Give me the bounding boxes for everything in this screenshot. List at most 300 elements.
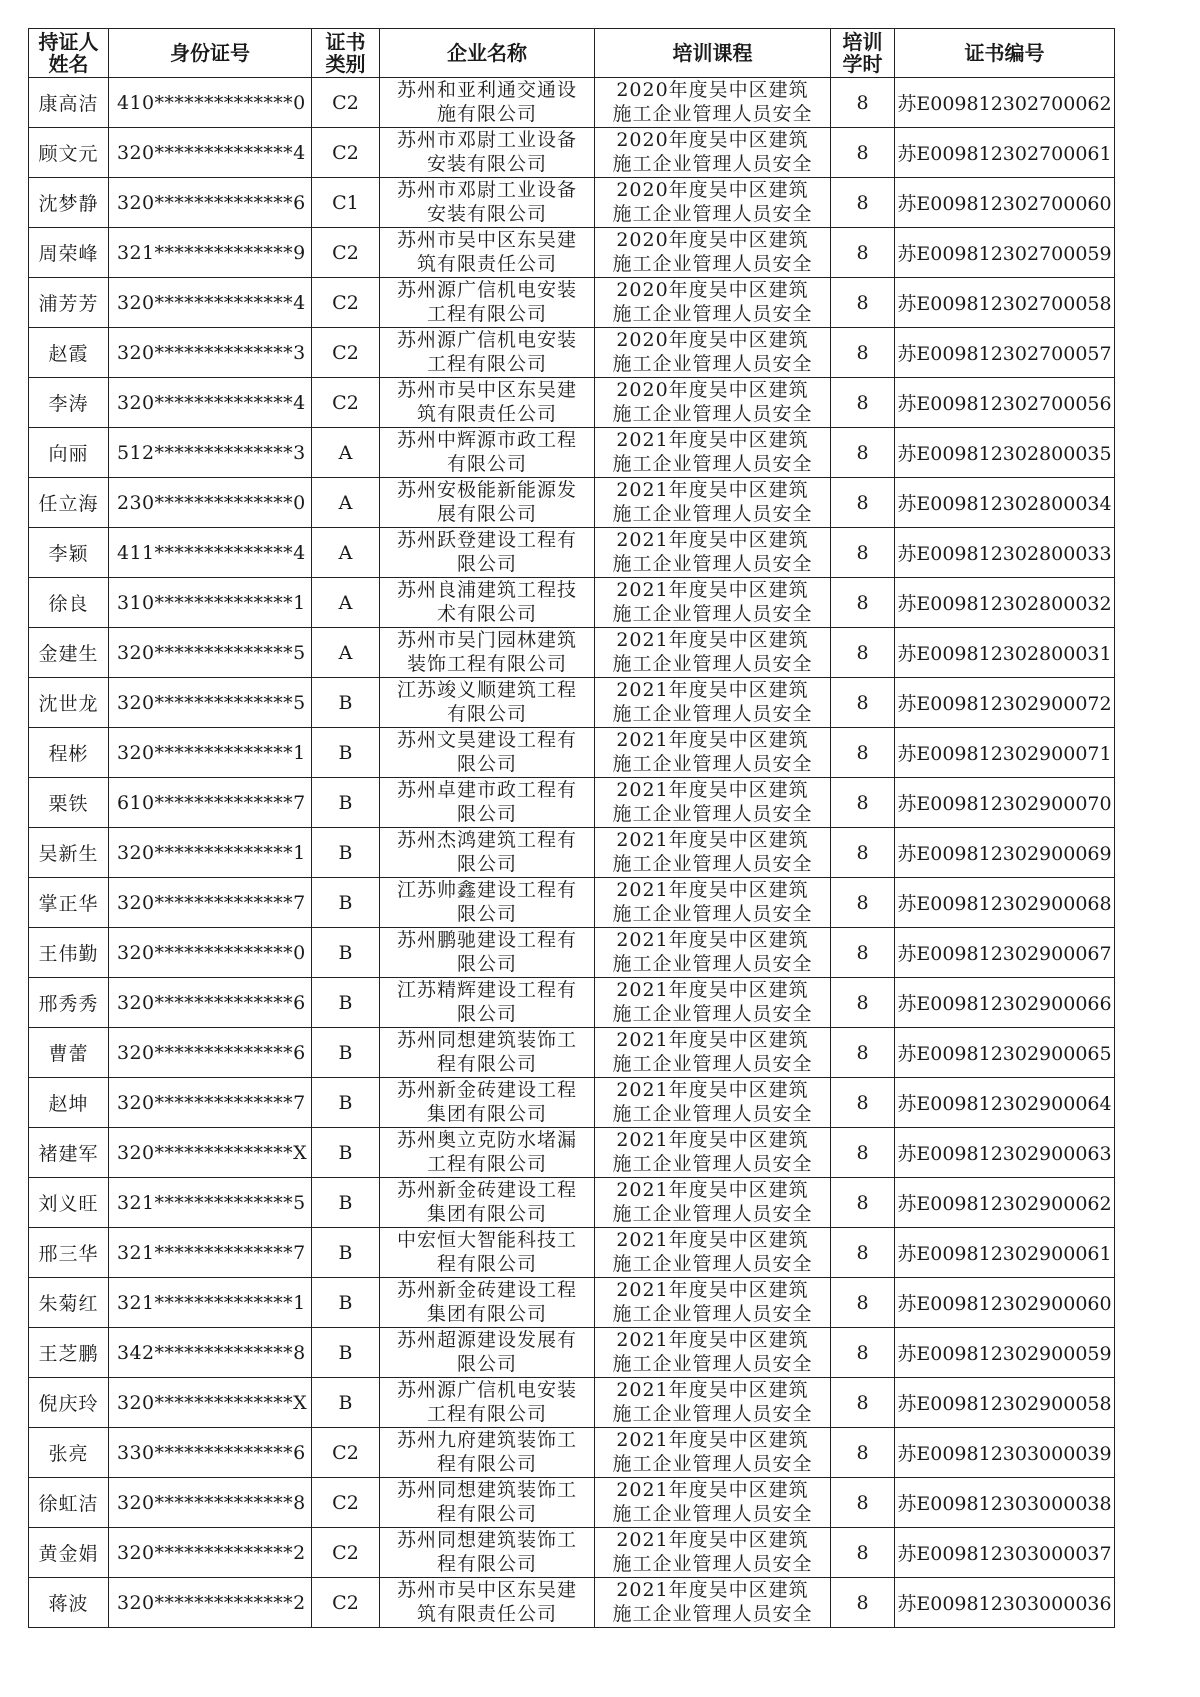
company-cell	[380, 828, 595, 878]
table-row	[29, 678, 1115, 728]
table-row	[29, 1278, 1115, 1328]
company-cell	[380, 278, 595, 328]
holder-name-cell: 李涛	[29, 378, 109, 428]
cert-number-cell: 苏E009812302700059	[895, 228, 1115, 278]
id-number-cell: 320**************1	[109, 828, 312, 878]
holder-name-cell: 向丽	[29, 428, 109, 478]
cert-number-cell: 苏E009812302900065	[895, 1028, 1115, 1078]
cert-type-cell: B	[312, 678, 380, 728]
course-cell	[595, 78, 831, 128]
company-cell-text: 苏州安极能新能源发展有限公司	[396, 479, 577, 525]
cert-type-cell: B	[312, 1178, 380, 1228]
header-company: 企业名称	[380, 29, 595, 78]
hours-cell: 8	[831, 428, 895, 478]
holder-name-cell: 王伟勤	[29, 928, 109, 978]
hours-cell: 8	[831, 1378, 895, 1428]
table-row	[29, 628, 1115, 678]
hours-cell: 8	[831, 228, 895, 278]
company-cell-text: 苏州新金砖建设工程集团有限公司	[396, 1079, 577, 1125]
course-cell-text: 2021年度吴中区建筑施工企业管理人员安全	[612, 879, 813, 925]
holder-name-cell: 徐良	[29, 578, 109, 628]
table-row	[29, 78, 1115, 128]
cert-number-cell: 苏E009812302900071	[895, 728, 1115, 778]
holder-name-cell: 栗铁	[29, 778, 109, 828]
course-cell	[595, 128, 831, 178]
course-cell-text: 2021年度吴中区建筑施工企业管理人员安全	[612, 1229, 813, 1275]
table-row	[29, 528, 1115, 578]
company-cell	[380, 928, 595, 978]
course-cell-text: 2021年度吴中区建筑施工企业管理人员安全	[612, 1429, 813, 1475]
holder-name-cell: 周荣峰	[29, 228, 109, 278]
cert-number-cell: 苏E009812303000038	[895, 1478, 1115, 1528]
company-cell	[380, 228, 595, 278]
hours-cell: 8	[831, 1528, 895, 1578]
cert-type-cell: A	[312, 528, 380, 578]
cert-number-cell: 苏E009812302700062	[895, 78, 1115, 128]
company-cell	[380, 78, 595, 128]
cert-number-cell: 苏E009812302900062	[895, 1178, 1115, 1228]
cert-number-cell: 苏E009812302900061	[895, 1228, 1115, 1278]
table-row	[29, 1378, 1115, 1428]
company-cell	[380, 878, 595, 928]
company-cell	[380, 778, 595, 828]
course-cell	[595, 1078, 831, 1128]
course-cell	[595, 1578, 831, 1628]
cert-number-cell: 苏E009812303000036	[895, 1578, 1115, 1628]
cert-type-cell: B	[312, 928, 380, 978]
company-cell-text: 苏州杰鸿建筑工程有限公司	[396, 829, 577, 875]
id-number-cell: 321**************9	[109, 228, 312, 278]
id-number-cell: 320**************4	[109, 378, 312, 428]
hours-cell: 8	[831, 1278, 895, 1328]
holder-name-cell: 刘义旺	[29, 1178, 109, 1228]
cert-type-cell: B	[312, 828, 380, 878]
holder-name-cell: 康高洁	[29, 78, 109, 128]
cert-number-cell: 苏E009812302700056	[895, 378, 1115, 428]
company-cell-text: 苏州卓建市政工程有限公司	[396, 779, 577, 825]
id-number-cell: 320**************2	[109, 1578, 312, 1628]
company-cell-text: 苏州同想建筑装饰工程有限公司	[396, 1029, 577, 1075]
course-cell	[595, 478, 831, 528]
table-row	[29, 1028, 1115, 1078]
id-number-cell: 320**************6	[109, 1028, 312, 1078]
cert-number-cell: 苏E009812303000039	[895, 1428, 1115, 1478]
hours-cell: 8	[831, 478, 895, 528]
company-cell	[380, 978, 595, 1028]
course-cell-text: 2021年度吴中区建筑施工企业管理人员安全	[612, 1029, 813, 1075]
cert-type-cell: C2	[312, 1478, 380, 1528]
cert-number-cell: 苏E009812302900070	[895, 778, 1115, 828]
course-cell-text: 2020年度吴中区建筑施工企业管理人员安全	[612, 179, 813, 225]
course-cell-text: 2021年度吴中区建筑施工企业管理人员安全	[612, 1479, 813, 1525]
id-number-cell: 320**************X	[109, 1128, 312, 1178]
holder-name-cell: 褚建军	[29, 1128, 109, 1178]
company-cell	[380, 378, 595, 428]
course-cell-text: 2021年度吴中区建筑施工企业管理人员安全	[612, 1279, 813, 1325]
table-row	[29, 1428, 1115, 1478]
course-cell	[595, 828, 831, 878]
course-cell-text: 2021年度吴中区建筑施工企业管理人员安全	[612, 479, 813, 525]
hours-cell: 8	[831, 978, 895, 1028]
company-cell-text: 苏州市邓尉工业设备安装有限公司	[396, 179, 577, 225]
company-cell	[380, 1478, 595, 1528]
table-body	[29, 78, 1115, 1628]
course-cell-text: 2021年度吴中区建筑施工企业管理人员安全	[612, 1129, 813, 1175]
table-row	[29, 478, 1115, 528]
id-number-cell: 330**************6	[109, 1428, 312, 1478]
table-row	[29, 1078, 1115, 1128]
company-cell	[380, 1528, 595, 1578]
table-row	[29, 178, 1115, 228]
cert-type-cell: C2	[312, 1428, 380, 1478]
course-cell	[595, 1328, 831, 1378]
cert-number-cell: 苏E009812302900058	[895, 1378, 1115, 1428]
holder-name-cell: 掌正华	[29, 878, 109, 928]
cert-number-cell: 苏E009812302900063	[895, 1128, 1115, 1178]
company-cell-text: 苏州源广信机电安装工程有限公司	[396, 1379, 577, 1425]
company-cell-text: 江苏竣义顺建筑工程有限公司	[396, 679, 577, 725]
company-cell	[380, 1228, 595, 1278]
course-cell	[595, 1178, 831, 1228]
course-cell	[595, 278, 831, 328]
cert-number-cell: 苏E009812302800033	[895, 528, 1115, 578]
id-number-cell: 320**************5	[109, 628, 312, 678]
company-cell	[380, 528, 595, 578]
course-cell	[595, 1278, 831, 1328]
cert-type-cell: B	[312, 1378, 380, 1428]
company-cell-text: 苏州文昊建设工程有限公司	[396, 729, 577, 775]
table-row	[29, 278, 1115, 328]
header-cert-number: 证书编号	[895, 29, 1115, 78]
table-row	[29, 978, 1115, 1028]
hours-cell: 8	[831, 128, 895, 178]
id-number-cell: 320**************4	[109, 128, 312, 178]
course-cell-text: 2021年度吴中区建筑施工企业管理人员安全	[612, 679, 813, 725]
cert-type-cell: B	[312, 778, 380, 828]
cert-number-cell: 苏E009812302900069	[895, 828, 1115, 878]
cert-type-cell: B	[312, 1028, 380, 1078]
course-cell-text: 2020年度吴中区建筑施工企业管理人员安全	[612, 79, 813, 125]
holder-name-cell: 曹蕾	[29, 1028, 109, 1078]
id-number-cell: 342**************8	[109, 1328, 312, 1378]
hours-cell: 8	[831, 1428, 895, 1478]
hours-cell: 8	[831, 178, 895, 228]
id-number-cell: 512**************3	[109, 428, 312, 478]
cert-type-cell: C2	[312, 378, 380, 428]
table-row	[29, 328, 1115, 378]
course-cell	[595, 928, 831, 978]
table-row	[29, 828, 1115, 878]
company-cell-text: 苏州同想建筑装饰工程有限公司	[396, 1529, 577, 1575]
holder-name-cell: 朱菊红	[29, 1278, 109, 1328]
company-cell-text: 苏州超源建设发展有限公司	[396, 1329, 577, 1375]
id-number-cell: 610**************7	[109, 778, 312, 828]
course-cell-text: 2020年度吴中区建筑施工企业管理人员安全	[612, 279, 813, 325]
hours-cell: 8	[831, 528, 895, 578]
table-row	[29, 1578, 1115, 1628]
cert-type-cell: A	[312, 628, 380, 678]
id-number-cell: 320**************1	[109, 728, 312, 778]
id-number-cell: 320**************X	[109, 1378, 312, 1428]
company-cell-text: 苏州源广信机电安装工程有限公司	[396, 329, 577, 375]
company-cell	[380, 1078, 595, 1128]
course-cell-text: 2021年度吴中区建筑施工企业管理人员安全	[612, 779, 813, 825]
company-cell	[380, 578, 595, 628]
holder-name-cell: 吴新生	[29, 828, 109, 878]
cert-type-cell: C2	[312, 128, 380, 178]
id-number-cell: 230**************0	[109, 478, 312, 528]
hours-cell: 8	[831, 1178, 895, 1228]
id-number-cell: 320**************8	[109, 1478, 312, 1528]
cert-number-cell: 苏E009812302900068	[895, 878, 1115, 928]
id-number-cell: 410**************0	[109, 78, 312, 128]
company-cell-text: 苏州九府建筑装饰工程有限公司	[396, 1429, 577, 1475]
table-row	[29, 1228, 1115, 1278]
id-number-cell: 320**************2	[109, 1528, 312, 1578]
course-cell	[595, 1228, 831, 1278]
course-cell	[595, 1528, 831, 1578]
company-cell-text: 苏州同想建筑装饰工程有限公司	[396, 1479, 577, 1525]
company-cell-text: 苏州跃登建设工程有限公司	[396, 529, 577, 575]
table-row	[29, 728, 1115, 778]
hours-cell: 8	[831, 628, 895, 678]
cert-type-cell: A	[312, 578, 380, 628]
company-cell-text: 苏州市邓尉工业设备安装有限公司	[396, 129, 577, 175]
course-cell	[595, 878, 831, 928]
holder-name-cell: 徐虹洁	[29, 1478, 109, 1528]
course-cell	[595, 1128, 831, 1178]
holder-name-cell: 沈世龙	[29, 678, 109, 728]
table-row	[29, 128, 1115, 178]
course-cell	[595, 978, 831, 1028]
cert-type-cell: C2	[312, 228, 380, 278]
holder-name-cell: 黄金娟	[29, 1528, 109, 1578]
course-cell-text: 2021年度吴中区建筑施工企业管理人员安全	[612, 1079, 813, 1125]
company-cell-text: 江苏帅鑫建设工程有限公司	[396, 879, 577, 925]
company-cell-text: 苏州市吴中区东吴建筑有限责任公司	[396, 379, 577, 425]
cert-number-cell: 苏E009812302700060	[895, 178, 1115, 228]
table-row	[29, 228, 1115, 278]
hours-cell: 8	[831, 1478, 895, 1528]
course-cell	[595, 428, 831, 478]
cert-type-cell: C2	[312, 328, 380, 378]
cert-type-cell: A	[312, 428, 380, 478]
id-number-cell: 411**************4	[109, 528, 312, 578]
cert-number-cell: 苏E009812302900072	[895, 678, 1115, 728]
company-cell-text: 苏州市吴门园林建筑装饰工程有限公司	[396, 629, 577, 675]
company-cell	[380, 1378, 595, 1428]
course-cell	[595, 228, 831, 278]
course-cell-text: 2020年度吴中区建筑施工企业管理人员安全	[612, 379, 813, 425]
company-cell	[380, 1178, 595, 1228]
table-row	[29, 1128, 1115, 1178]
cert-number-cell: 苏E009812302700057	[895, 328, 1115, 378]
table-row	[29, 578, 1115, 628]
table-row	[29, 1178, 1115, 1228]
course-cell	[595, 1028, 831, 1078]
company-cell-text: 苏州良浦建筑工程技术有限公司	[396, 579, 577, 625]
hours-cell: 8	[831, 778, 895, 828]
cert-type-cell: B	[312, 1128, 380, 1178]
course-cell	[595, 1378, 831, 1428]
table-row	[29, 778, 1115, 828]
hours-cell: 8	[831, 1028, 895, 1078]
hours-cell: 8	[831, 1078, 895, 1128]
course-cell-text: 2021年度吴中区建筑施工企业管理人员安全	[612, 529, 813, 575]
company-cell	[380, 128, 595, 178]
course-cell-text: 2021年度吴中区建筑施工企业管理人员安全	[612, 729, 813, 775]
company-cell-text: 苏州和亚利通交通设施有限公司	[396, 79, 577, 125]
id-number-cell: 320**************0	[109, 928, 312, 978]
company-cell-text: 苏州奥立克防水堵漏工程有限公司	[396, 1129, 577, 1175]
header-cert-type: 证书 类别	[312, 29, 380, 78]
hours-cell: 8	[831, 278, 895, 328]
holder-name-cell: 赵霞	[29, 328, 109, 378]
header-row	[29, 29, 1115, 78]
certificate-table	[28, 28, 1115, 1628]
table-row	[29, 1328, 1115, 1378]
hours-cell: 8	[831, 1328, 895, 1378]
id-number-cell: 321**************7	[109, 1228, 312, 1278]
course-cell-text: 2021年度吴中区建筑施工企业管理人员安全	[612, 429, 813, 475]
cert-type-cell: C1	[312, 178, 380, 228]
course-cell	[595, 328, 831, 378]
company-cell	[380, 678, 595, 728]
company-cell	[380, 328, 595, 378]
cert-type-cell: B	[312, 978, 380, 1028]
id-number-cell: 320**************6	[109, 978, 312, 1028]
course-cell	[595, 628, 831, 678]
company-cell	[380, 428, 595, 478]
cert-number-cell: 苏E009812302900059	[895, 1328, 1115, 1378]
course-cell	[595, 1428, 831, 1478]
company-cell	[380, 1428, 595, 1478]
cert-number-cell: 苏E009812302900066	[895, 978, 1115, 1028]
id-number-cell: 321**************1	[109, 1278, 312, 1328]
id-number-cell: 310**************1	[109, 578, 312, 628]
header-hours: 培训 学时	[831, 29, 895, 78]
holder-name-cell: 倪庆玲	[29, 1378, 109, 1428]
company-cell-text: 中宏恒大智能科技工程有限公司	[396, 1229, 577, 1275]
id-number-cell: 320**************4	[109, 278, 312, 328]
hours-cell: 8	[831, 728, 895, 778]
company-cell-text: 苏州市吴中区东吴建筑有限责任公司	[396, 1579, 577, 1625]
company-cell-text: 苏州中辉源市政工程有限公司	[396, 429, 577, 475]
course-cell-text: 2021年度吴中区建筑施工企业管理人员安全	[612, 929, 813, 975]
hours-cell: 8	[831, 578, 895, 628]
cert-type-cell: B	[312, 1228, 380, 1278]
cert-type-cell: B	[312, 728, 380, 778]
hours-cell: 8	[831, 378, 895, 428]
cert-number-cell: 苏E009812302700061	[895, 128, 1115, 178]
company-cell	[380, 478, 595, 528]
holder-name-cell: 赵坤	[29, 1078, 109, 1128]
cert-number-cell: 苏E009812302800035	[895, 428, 1115, 478]
course-cell-text: 2020年度吴中区建筑施工企业管理人员安全	[612, 129, 813, 175]
company-cell	[380, 1278, 595, 1328]
hours-cell: 8	[831, 678, 895, 728]
cert-number-cell: 苏E009812302900060	[895, 1278, 1115, 1328]
course-cell-text: 2020年度吴中区建筑施工企业管理人员安全	[612, 329, 813, 375]
header-id-number: 身份证号	[109, 29, 312, 78]
cert-number-cell: 苏E009812302700058	[895, 278, 1115, 328]
table-row	[29, 878, 1115, 928]
holder-name-cell: 沈梦静	[29, 178, 109, 228]
course-cell	[595, 1478, 831, 1528]
table-row	[29, 1528, 1115, 1578]
course-cell	[595, 578, 831, 628]
course-cell-text: 2020年度吴中区建筑施工企业管理人员安全	[612, 229, 813, 275]
cert-type-cell: C2	[312, 1528, 380, 1578]
hours-cell: 8	[831, 1228, 895, 1278]
hours-cell: 8	[831, 928, 895, 978]
holder-name-cell: 李颖	[29, 528, 109, 578]
holder-name-cell: 张亮	[29, 1428, 109, 1478]
course-cell-text: 2021年度吴中区建筑施工企业管理人员安全	[612, 979, 813, 1025]
cert-number-cell: 苏E009812302800034	[895, 478, 1115, 528]
table-row	[29, 378, 1115, 428]
cert-number-cell: 苏E009812302800031	[895, 628, 1115, 678]
company-cell	[380, 728, 595, 778]
cert-type-cell: C2	[312, 78, 380, 128]
holder-name-cell: 程彬	[29, 728, 109, 778]
cert-number-cell: 苏E009812303000037	[895, 1528, 1115, 1578]
company-cell	[380, 1128, 595, 1178]
course-cell-text: 2021年度吴中区建筑施工企业管理人员安全	[612, 1179, 813, 1225]
course-cell	[595, 178, 831, 228]
id-number-cell: 320**************6	[109, 178, 312, 228]
company-cell	[380, 628, 595, 678]
course-cell-text: 2021年度吴中区建筑施工企业管理人员安全	[612, 1379, 813, 1425]
table-row	[29, 428, 1115, 478]
cert-type-cell: C2	[312, 1578, 380, 1628]
cert-number-cell: 苏E009812302900064	[895, 1078, 1115, 1128]
course-cell	[595, 528, 831, 578]
cert-type-cell: B	[312, 1278, 380, 1328]
holder-name-cell: 邢三华	[29, 1228, 109, 1278]
company-cell-text: 江苏精辉建设工程有限公司	[396, 979, 577, 1025]
table-row	[29, 928, 1115, 978]
id-number-cell: 320**************7	[109, 1078, 312, 1128]
course-cell-text: 2021年度吴中区建筑施工企业管理人员安全	[612, 829, 813, 875]
holder-name-cell: 邢秀秀	[29, 978, 109, 1028]
holder-name-cell: 蒋波	[29, 1578, 109, 1628]
company-cell-text: 苏州市吴中区东吴建筑有限责任公司	[396, 229, 577, 275]
company-cell	[380, 1028, 595, 1078]
holder-name-cell: 王芝鹏	[29, 1328, 109, 1378]
company-cell-text: 苏州鹏驰建设工程有限公司	[396, 929, 577, 975]
cert-type-cell: B	[312, 1078, 380, 1128]
course-cell-text: 2021年度吴中区建筑施工企业管理人员安全	[612, 1329, 813, 1375]
id-number-cell: 321**************5	[109, 1178, 312, 1228]
company-cell-text: 苏州新金砖建设工程集团有限公司	[396, 1179, 577, 1225]
table-row	[29, 1478, 1115, 1528]
course-cell	[595, 678, 831, 728]
id-number-cell: 320**************3	[109, 328, 312, 378]
cert-type-cell: A	[312, 478, 380, 528]
holder-name-cell: 顾文元	[29, 128, 109, 178]
course-cell	[595, 728, 831, 778]
header-course: 培训课程	[595, 29, 831, 78]
hours-cell: 8	[831, 78, 895, 128]
holder-name-cell: 浦芳芳	[29, 278, 109, 328]
hours-cell: 8	[831, 828, 895, 878]
company-cell-text: 苏州源广信机电安装工程有限公司	[396, 279, 577, 325]
course-cell-text: 2021年度吴中区建筑施工企业管理人员安全	[612, 629, 813, 675]
header-holder-name: 持证人 姓名	[29, 29, 109, 78]
course-cell-text: 2021年度吴中区建筑施工企业管理人员安全	[612, 1579, 813, 1625]
company-cell	[380, 178, 595, 228]
